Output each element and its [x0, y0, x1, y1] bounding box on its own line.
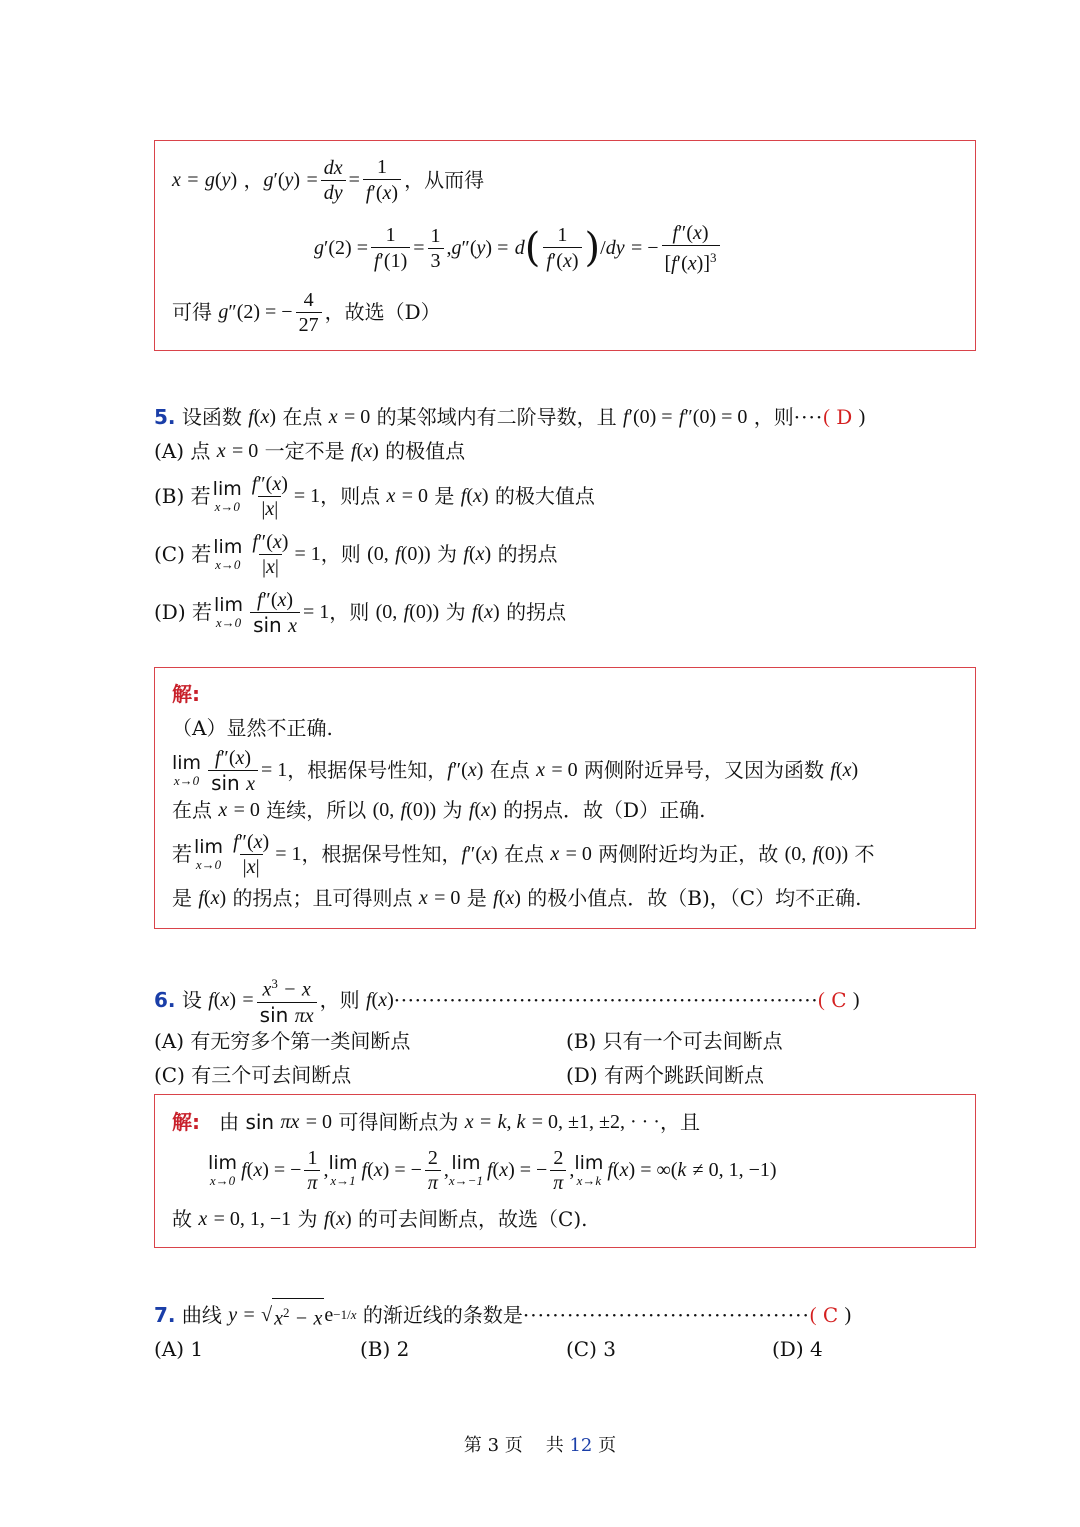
q6-stem-a: 设: [181, 988, 202, 1012]
q6-answer: C: [831, 988, 847, 1012]
q5-dots: ····: [793, 405, 824, 429]
q5-number: 5.: [154, 405, 176, 429]
q5-opt-d-tail2: 为: [445, 600, 466, 624]
box2-line2: lim x→0 $\frac{f''(x)}{\text{sin x}}$ = 1 ，根据保号性知， f ″( x ) 在点 x = 0 两侧附近异号，又因为函数 f ( x ): [172, 746, 859, 795]
q6-dots: ·····························································: [393, 988, 819, 1012]
q5-stem-a: 设函数: [181, 405, 242, 429]
q7-option-c: [566, 1335, 616, 1363]
box2-l2-c: 两侧附近异号，又因为函数: [584, 758, 824, 782]
box2-l5-a: 是: [172, 886, 192, 910]
q7-option-b: [360, 1335, 409, 1363]
q5-stem-d: ，则: [753, 405, 794, 429]
box2-l4-a: ，根据保号性知，: [301, 842, 462, 866]
q6-opt-d: (D) 有两个跳跃间断点: [566, 1063, 764, 1087]
q5-opt-c-tail3: 的拐点: [497, 542, 558, 566]
box2-line4: 若 lim x→0 $\frac{f''(x)}{|x|}$ = 1 ，根据保号性知， f ″( x ) 在点 x = 0 两侧附近均为正，故 (0, f (0)) 不: [172, 831, 875, 878]
q5-option-c: (C) 若 lim x→0 $\frac{f''(x)}{|x|}$ = 1 ，则 (0, f (0)) 为 f ( x ) 的拐点: [154, 531, 558, 578]
q6-option-a: [154, 1027, 410, 1055]
q5-opt-b-tail2: 是: [434, 484, 455, 508]
box2-l3-d: 的拐点．故（D）正确.: [503, 798, 706, 822]
box3-l3-c: 的可去间断点，故选（C).: [358, 1207, 588, 1231]
footer-page-unit: 页: [598, 1435, 617, 1456]
box3-l1-c: ，且: [659, 1110, 700, 1134]
box2-title: [172, 680, 200, 708]
box2-l5-b: 的拐点；且可得则点: [232, 886, 413, 910]
q7-opt-b: (B) 2: [360, 1337, 410, 1361]
q5-option-a: (A) 点 x = 0 一定不是 f ( x ) 的极值点: [154, 439, 466, 463]
q6-number: 6.: [154, 988, 176, 1012]
q5-stem-b: 在点: [282, 405, 323, 429]
q7-option-d: [772, 1335, 823, 1363]
footer-page: 第 3 页: [463, 1435, 523, 1456]
box3-l3-b: 为: [297, 1207, 318, 1231]
q5-opt-c-tail2: 为: [437, 542, 458, 566]
box1-line3: 可得 g ″(2) = − $\frac{4}{27}$ ，故选（D）: [172, 288, 441, 336]
q5-opt-a-b: 一定不是: [264, 439, 345, 463]
q5-opt-c-label: (C) 若: [154, 542, 212, 566]
page-footer: [0, 1432, 1080, 1460]
box1-line3-suffix: ，故选（D）: [324, 300, 441, 324]
q5-opt-b-label: (B) 若: [154, 484, 211, 508]
box2-l4-c: 两侧附近均为正，故: [598, 842, 779, 866]
box1-line1-suffix: ，从而得: [404, 168, 485, 192]
box2-l4-pre: 若: [172, 842, 192, 866]
q7-opt-a: (A) 1: [154, 1337, 204, 1361]
q6-option-c: [154, 1061, 351, 1089]
q6-opt-c: (C) 有三个可去间断点: [154, 1063, 352, 1087]
box2-l2-b: 在点: [489, 758, 530, 782]
q5-stem-c: 的某邻域内有二阶导数，且: [376, 405, 617, 429]
box2-l3-c: 为: [442, 798, 463, 822]
q5-opt-b-tail: ，则点: [320, 484, 381, 508]
q6-opt-b: (B) 只有一个可去间断点: [566, 1029, 783, 1053]
box2-l5-d: 的极小值点．故（B)，（C）均不正确.: [527, 886, 862, 910]
q5-opt-d-label: (D) 若: [154, 600, 212, 624]
box2-l3-b: 连续，所以: [266, 798, 367, 822]
box2-line5: 是 f ( x ) 的拐点；且可得则点 x = 0 是 f ( x ) 的极小值点．故（B)，（C）均不正确.: [172, 886, 862, 910]
q5-opt-d-tail: ，则: [329, 600, 370, 624]
box3-title: 解:: [172, 1110, 200, 1134]
box1-line3-prefix: 可得: [172, 300, 212, 324]
box3-line1: 解: 由 sin πx = 0 可得间断点为 x = k, k = 0, ±1, ±2, · · · ，且: [172, 1110, 700, 1134]
q7-answer: C: [822, 1303, 839, 1327]
q6-option-b: [566, 1027, 783, 1055]
box2-line1: [172, 714, 333, 742]
q5-answer: D: [836, 405, 853, 429]
q5-option-b: (B) 若 lim x→0 $\frac{f''(x)}{|x|}$ = 1 ，则点 x = 0 是 f ( x ) 的极大值点: [154, 473, 595, 520]
q7-number: 7.: [154, 1303, 176, 1327]
q7-stem-b: 的渐近线的条数是: [362, 1303, 523, 1327]
q5-opt-c-tail: ，则: [320, 542, 361, 566]
box2-title-text: 解:: [172, 682, 200, 706]
q5-option-d: (D) 若 lim x→0 $\frac{f''(x)}{\text{sin x}}$ = 1 ，则 (0, f (0)) 为 f ( x ) 的拐点: [154, 588, 567, 637]
footer-total-label: 共: [545, 1435, 564, 1456]
box2-l2-a: ，根据保号性知，: [287, 758, 448, 782]
box3-l1-b: 可得间断点为: [338, 1110, 459, 1134]
box1-line2: g ′(2) = $\frac{1}{f'(1)}$ = $\frac{1}{3}$ , g ″( y ) = d ( $\frac{1}{f'(x)}$ ) / dy = − $\frac{f''(x)}{[f'(x)]^3}$: [314, 222, 723, 274]
box3-l1-a: 由: [219, 1110, 240, 1134]
q6-opt-a: (A) 有无穷多个第一类间断点: [154, 1029, 411, 1053]
box2-l5-c: 是: [466, 886, 487, 910]
box2-l3-a: 在点: [172, 798, 212, 822]
box2-line3: 在点 x = 0 连续，所以 (0, f (0)) 为 f ( x ) 的拐点．故（D）正确.: [172, 798, 706, 822]
box1-line1: x = g ( y ) ， g ′( y ) = $\frac{dx}{dy}$ = $\frac{1}{f'(x)}$ ，从而得: [172, 156, 485, 204]
q7-option-a: [154, 1335, 203, 1363]
q7-opt-d: (D) 4: [772, 1337, 823, 1361]
q6-stem: 6. 设 f ( x ) = $\frac{x^3 - x}{\text{sin πx}}$ ，则 f ( x ) ····························································· ( C ): [154, 976, 860, 1027]
q5-opt-d-tail3: 的拐点: [506, 600, 567, 624]
q7-opt-c: (C) 3: [566, 1337, 616, 1361]
box2-l4-d: 不: [854, 842, 875, 866]
footer-total: 12: [569, 1435, 593, 1456]
q5-stem: 5. 设函数 f ( x ) 在点 x = 0 的某邻域内有二阶导数，且 f ′(0) = f ″(0) = 0 ，则 ···· ( D ): [154, 405, 866, 429]
q7-stem: 7. 曲线 y = √ $x^2 - x$ e −1/x 的渐近线的条数是 ······································· ( C ): [154, 1297, 976, 1333]
q5-opt-a-label: (A) 点: [154, 439, 211, 463]
q7-stem-a: 曲线: [181, 1303, 222, 1327]
box3-line2: lim x→0 f ( x ) = − $\frac{1}{\pi}$ , lim x→1 f ( x ) = − $\frac{2}{\pi}$ , lim x→−1 f ( x ) = − $\frac{2}{\pi}$ , lim x→k f ( x ) = ∞( k ≠ 0, 1, −1): [208, 1146, 777, 1194]
q6-stem-b: ，则: [319, 988, 360, 1012]
box3-line3: 故 x = 0, 1, −1 为 f ( x ) 的可去间断点，故选（C).: [172, 1207, 588, 1231]
box3-l3-a: 故: [172, 1207, 192, 1231]
q7-dots: ·······································: [522, 1303, 810, 1327]
q6-option-d: [566, 1061, 764, 1089]
q5-opt-b-tail3: 的极大值点: [494, 484, 595, 508]
box2-l1: （A）显然不正确.: [172, 716, 333, 740]
q5-opt-a-c: 的极值点: [385, 439, 466, 463]
box2-l4-b: 在点: [503, 842, 544, 866]
